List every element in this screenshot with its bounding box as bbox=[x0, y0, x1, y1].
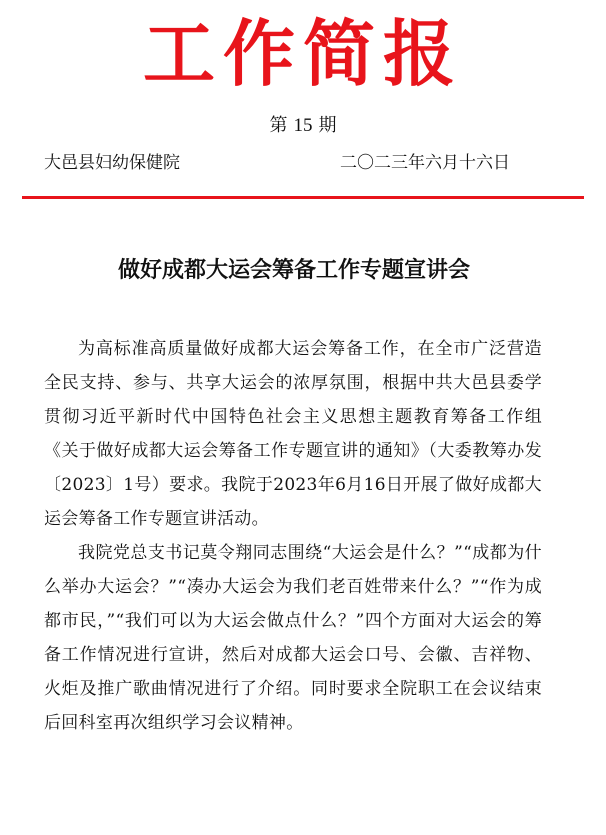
publish-date: 二〇二三年六月十六日 bbox=[340, 153, 510, 173]
paragraph-2: 我院党总支书记莫令翔同志围绕“大运会是什么？”“成都为什么举办大运会？”“凑办大运会为我们老百姓带来什么？”“作为成都市民，”“我们可以为大运会做点什么？”四个方面对大运会的筹备工作情况进行宣讲，然后对成都大运会口号、会徽、吉祥物、火炬及推广歌曲情况进行了介绍。同时要求全院职工在会议结束后回科室再次组织学习会议精神。 bbox=[44, 543, 542, 733]
header-divider bbox=[22, 196, 584, 199]
issue-value: 15 bbox=[293, 115, 313, 136]
paragraph-1: 为高标准高质量做好成都大运会筹备工作，在全市广泛营造全民支持、参与、共享大运会的浓厚氛围，根据中共大邑县委学贯彻习近平新时代中国特色社会主义思想主题教育筹备工作组《关于做好成都大运会筹备工作专题宣讲的通知》（大委教筹办发〔2023〕1号）要求。我院于2023年6月16日开展了做好成都大运会筹备工作专题宣讲活动。 bbox=[44, 339, 542, 529]
article-headline: 做好成都大运会筹备工作专题宣讲会 bbox=[118, 258, 471, 283]
issue-suffix: 期 bbox=[318, 115, 337, 136]
issue-prefix: 第 bbox=[269, 115, 288, 136]
article-body bbox=[44, 332, 542, 740]
masthead-title: 工作简报 bbox=[142, 11, 463, 96]
organization-name: 大邑县妇幼保健院 bbox=[44, 153, 180, 173]
issue-number bbox=[0, 114, 606, 138]
